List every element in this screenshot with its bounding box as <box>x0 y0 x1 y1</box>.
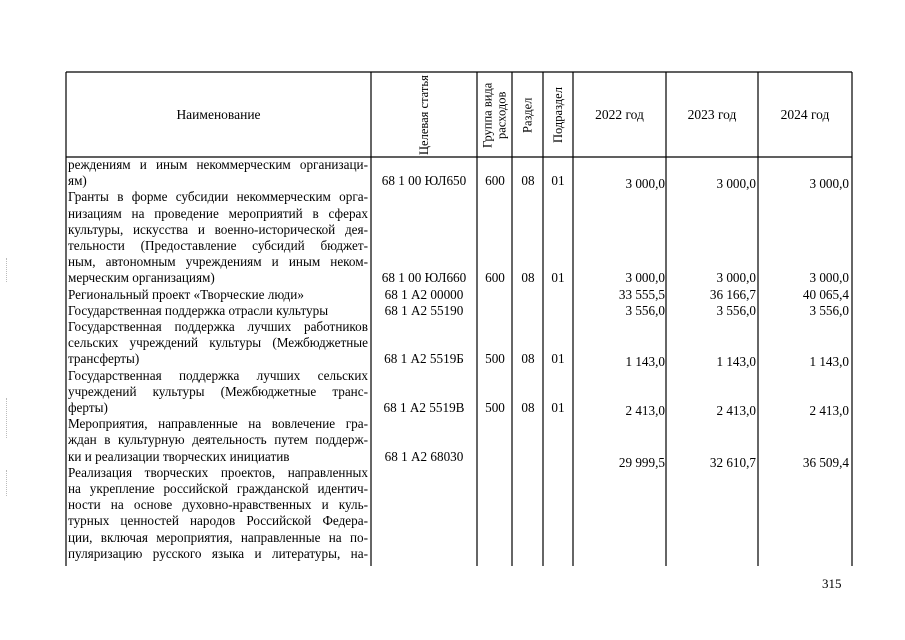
value-2022-cell: 3 556,0 <box>625 302 665 318</box>
header-target: Целевая статья <box>417 75 431 155</box>
target-code-cell: 68 1 А2 55190 <box>384 302 464 318</box>
row-description-line: на укрепление российской гражданской идентич- <box>68 481 368 496</box>
header-group: Группа вида расходов <box>480 82 509 148</box>
value-2023-cell: 3 000,0 <box>716 176 756 192</box>
target-code-cell: 68 1 00 ЮЛ650 <box>381 173 467 189</box>
value-2024-cell: 3 000,0 <box>809 270 849 286</box>
subsection-cell: 01 <box>551 173 565 189</box>
row-description-line: Государственная поддержка лучших работников <box>68 319 368 334</box>
row-description-line: трансферты) <box>68 351 140 367</box>
subsection-cell: 01 <box>551 270 565 286</box>
header-2022: 2022 год <box>595 107 644 122</box>
value-2023-cell: 2 413,0 <box>716 403 756 418</box>
target-code-cell: 68 1 А2 5519В <box>383 400 465 415</box>
row-description-line: низациям на проведение мероприятий в сферах <box>68 205 368 221</box>
header-section: Раздел <box>520 97 535 133</box>
row-description-line: Гранты в форме субсидии некоммерческим орга- <box>68 189 368 205</box>
value-2024-cell: 3 556,0 <box>809 302 849 318</box>
value-2022-cell: 3 000,0 <box>625 270 665 286</box>
row-description-line: ным, автономным учреждениям и иным неком- <box>68 254 368 270</box>
value-2022-cell: 29 999,5 <box>618 454 665 470</box>
row-description-line: ждан в культурную деятельность путем поддерж- <box>68 432 368 448</box>
value-2022-cell: 2 413,0 <box>625 403 665 418</box>
row-description-line: ферты) <box>68 400 108 415</box>
section-cell: 08 <box>521 351 535 367</box>
target-code-cell: 68 1 00 ЮЛ660 <box>381 270 467 286</box>
row-description-line: тельности (Предоставление субсидий бюджет- <box>68 238 368 253</box>
subsection-cell: 01 <box>551 351 565 367</box>
value-2023-cell: 36 166,7 <box>709 286 756 302</box>
header-subsection: Подраздел <box>551 87 565 143</box>
row-description-line: реждениям и иным некоммерческим организаци- <box>68 157 368 172</box>
section-cell: 08 <box>521 173 535 189</box>
value-2024-cell: 40 065,4 <box>802 286 849 302</box>
row-description-line: мерческим организациям) <box>68 270 215 286</box>
header-2023: 2023 год <box>687 107 737 122</box>
row-description-line: Реализация творческих проектов, направленных <box>68 464 368 480</box>
header-2024: 2024 год <box>780 107 830 122</box>
subsection-cell: 01 <box>551 400 565 415</box>
value-2023-cell: 3 556,0 <box>716 302 756 318</box>
value-2022-cell: 1 143,0 <box>625 354 665 370</box>
header-name: Наименование <box>176 107 261 122</box>
row-description-line: ности на основе духовно-нравственных и куль- <box>68 497 368 513</box>
target-code-cell: 68 1 А2 00000 <box>384 286 464 302</box>
scan-margin-mark <box>6 258 9 282</box>
value-2023-cell: 3 000,0 <box>716 270 756 286</box>
value-2023-cell: 32 610,7 <box>709 454 756 470</box>
row-description-line: культуры, искусства и военно-исторической дея- <box>68 221 368 237</box>
expense-group-cell: 600 <box>485 270 505 286</box>
target-code-cell: 68 1 А2 5519Б <box>384 351 464 367</box>
value-2022-cell: 3 000,0 <box>625 176 665 192</box>
value-2023-cell: 1 143,0 <box>716 354 756 370</box>
row-description-line: Государственная поддержка лучших сельских <box>68 367 368 383</box>
row-description-line: пуляризацию русского языка и литературы, на- <box>68 545 368 561</box>
scan-margin-mark <box>6 398 9 438</box>
expense-group-cell: 600 <box>485 173 505 189</box>
row-description-line: учреждений культуры (Межбюджетные транс- <box>68 383 368 399</box>
value-2024-cell: 2 413,0 <box>809 403 849 418</box>
row-description-line: ям) <box>68 173 87 189</box>
row-description-line: Мероприятия, направленные на вовлечение гра- <box>68 416 368 432</box>
target-code-cell: 68 1 А2 68030 <box>384 448 464 464</box>
row-description-line: Государственная поддержка отрасли культуры <box>68 302 329 318</box>
value-2024-cell: 36 509,4 <box>802 454 849 470</box>
row-description-line: турных ценностей народов Российской Федера- <box>68 513 368 529</box>
scan-margin-mark <box>6 470 9 496</box>
section-cell: 08 <box>521 270 535 286</box>
expense-group-cell: 500 <box>485 351 505 367</box>
section-cell: 08 <box>521 400 535 415</box>
row-description-line: сельских учреждений культуры (Межбюджетные <box>68 335 368 351</box>
row-description-line: Региональный проект «Творческие люди» <box>68 286 304 302</box>
expense-group-cell: 500 <box>485 400 505 415</box>
page-number: 315 <box>822 576 842 591</box>
value-2024-cell: 1 143,0 <box>809 354 849 370</box>
row-description-line: ции, включая мероприятия, направленные на по- <box>68 529 368 545</box>
value-2024-cell: 3 000,0 <box>809 176 849 192</box>
row-description-line: ки и реализации творческих инициатив <box>68 448 290 464</box>
value-2022-cell: 33 555,5 <box>618 286 665 302</box>
